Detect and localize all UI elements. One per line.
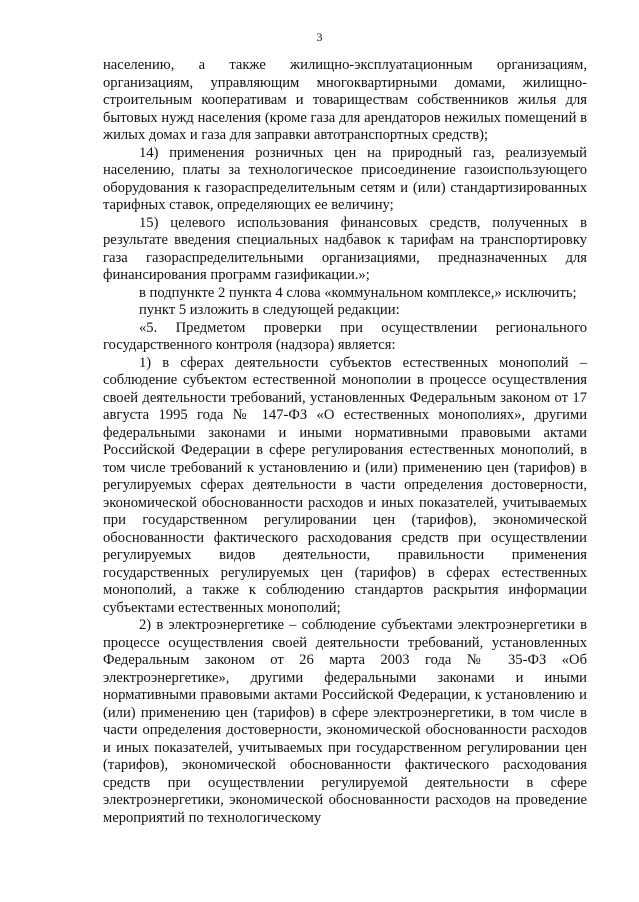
page-number: 3 <box>316 30 323 44</box>
paragraph-point-5: «5. Предметом проверки при осуществлении регионального государственного контроля (надзора) является: <box>103 319 587 353</box>
paragraph-point-5-intro: пункт 5 изложить в следующей редакции: <box>139 302 400 318</box>
paragraph-continuation: населению, а также жилищно-эксплуатационным организациям, организациям, управляющим многоквартирными домами, жилищно-строительным кооперативам и товариществам собственников жилья для бытовых нужд населения (кроме газа для арендаторов нежилых помещений в жилых домах и газа для заправки автотранспортных средств); <box>103 57 587 143</box>
paragraph-point-5-item-2: 2) в электроэнергетике – соблюдение субъектами электроэнергетики в процессе осуществления своей деятельности требований, установленных Федеральным законом от 26 марта 2003 года № 35-ФЗ «Об электроэнергетике», другими федеральными законами и иными нормативными правовыми актами Российской Федерации, к установлению и (или) применению цен (тарифов) в сфере электроэнергетики, в том числе в части определения достоверности, экономической обоснованности расходов и иных показателей, учитываемых при государственном регулировании цен (тарифов), экономической обоснованности фактического расходования средств при осуществлении регулируемой деятельности в сфере электроэнергетики, экономической обоснованности расходов на проведение мероприятий по технологическому <box>103 617 587 826</box>
paragraph-item-14: 14) применения розничных цен на природный газ, реализуемый населению, платы за технологическое присоединение газоиспользующего оборудования к газораспределительным сетям и (или) стандартизированных тарифных ставок, определяющих ее величину; <box>103 144 587 213</box>
body-text <box>103 57 587 827</box>
paragraph-point-5-item-1: 1) в сферах деятельности субъектов естественных монополий – соблюдение субъектом естественной монополии в процессе осуществления своей деятельности требований, установленных Федеральным законом от 17 августа 1995 года № 147-ФЗ «О естественных монополиях», другими федеральными законами и иными нормативными правовыми актами Российской Федерации в сфере регулирования естественных монополий, в том числе требований к установлению и (или) применению цен (тарифов) в регулируемых сферах деятельности в части определения достоверности, экономической обоснованности расходов и иных показателей, учитываемых при государственном регулировании цен (тарифов), экономической обоснованности фактического расходования средств при осуществлении регулируемых видов деятельности, правильности применения государственных регулируемых цен (тарифов) в сферах естественных монополий, а также к соблюдению стандартов раскрытия информации субъектами естественных монополий; <box>103 354 587 616</box>
paragraph-amendment-subpoint-2: в подпункте 2 пункта 4 слова «коммунальном комплексе,» исключить; <box>139 284 577 301</box>
paragraph-item-15: 15) целевого использования финансовых средств, полученных в результате введения специальных надбавок к тарифам на транспортировку газа газораспределительными организациями, предназначенных для финансирования программ газификации.»; <box>103 214 587 283</box>
